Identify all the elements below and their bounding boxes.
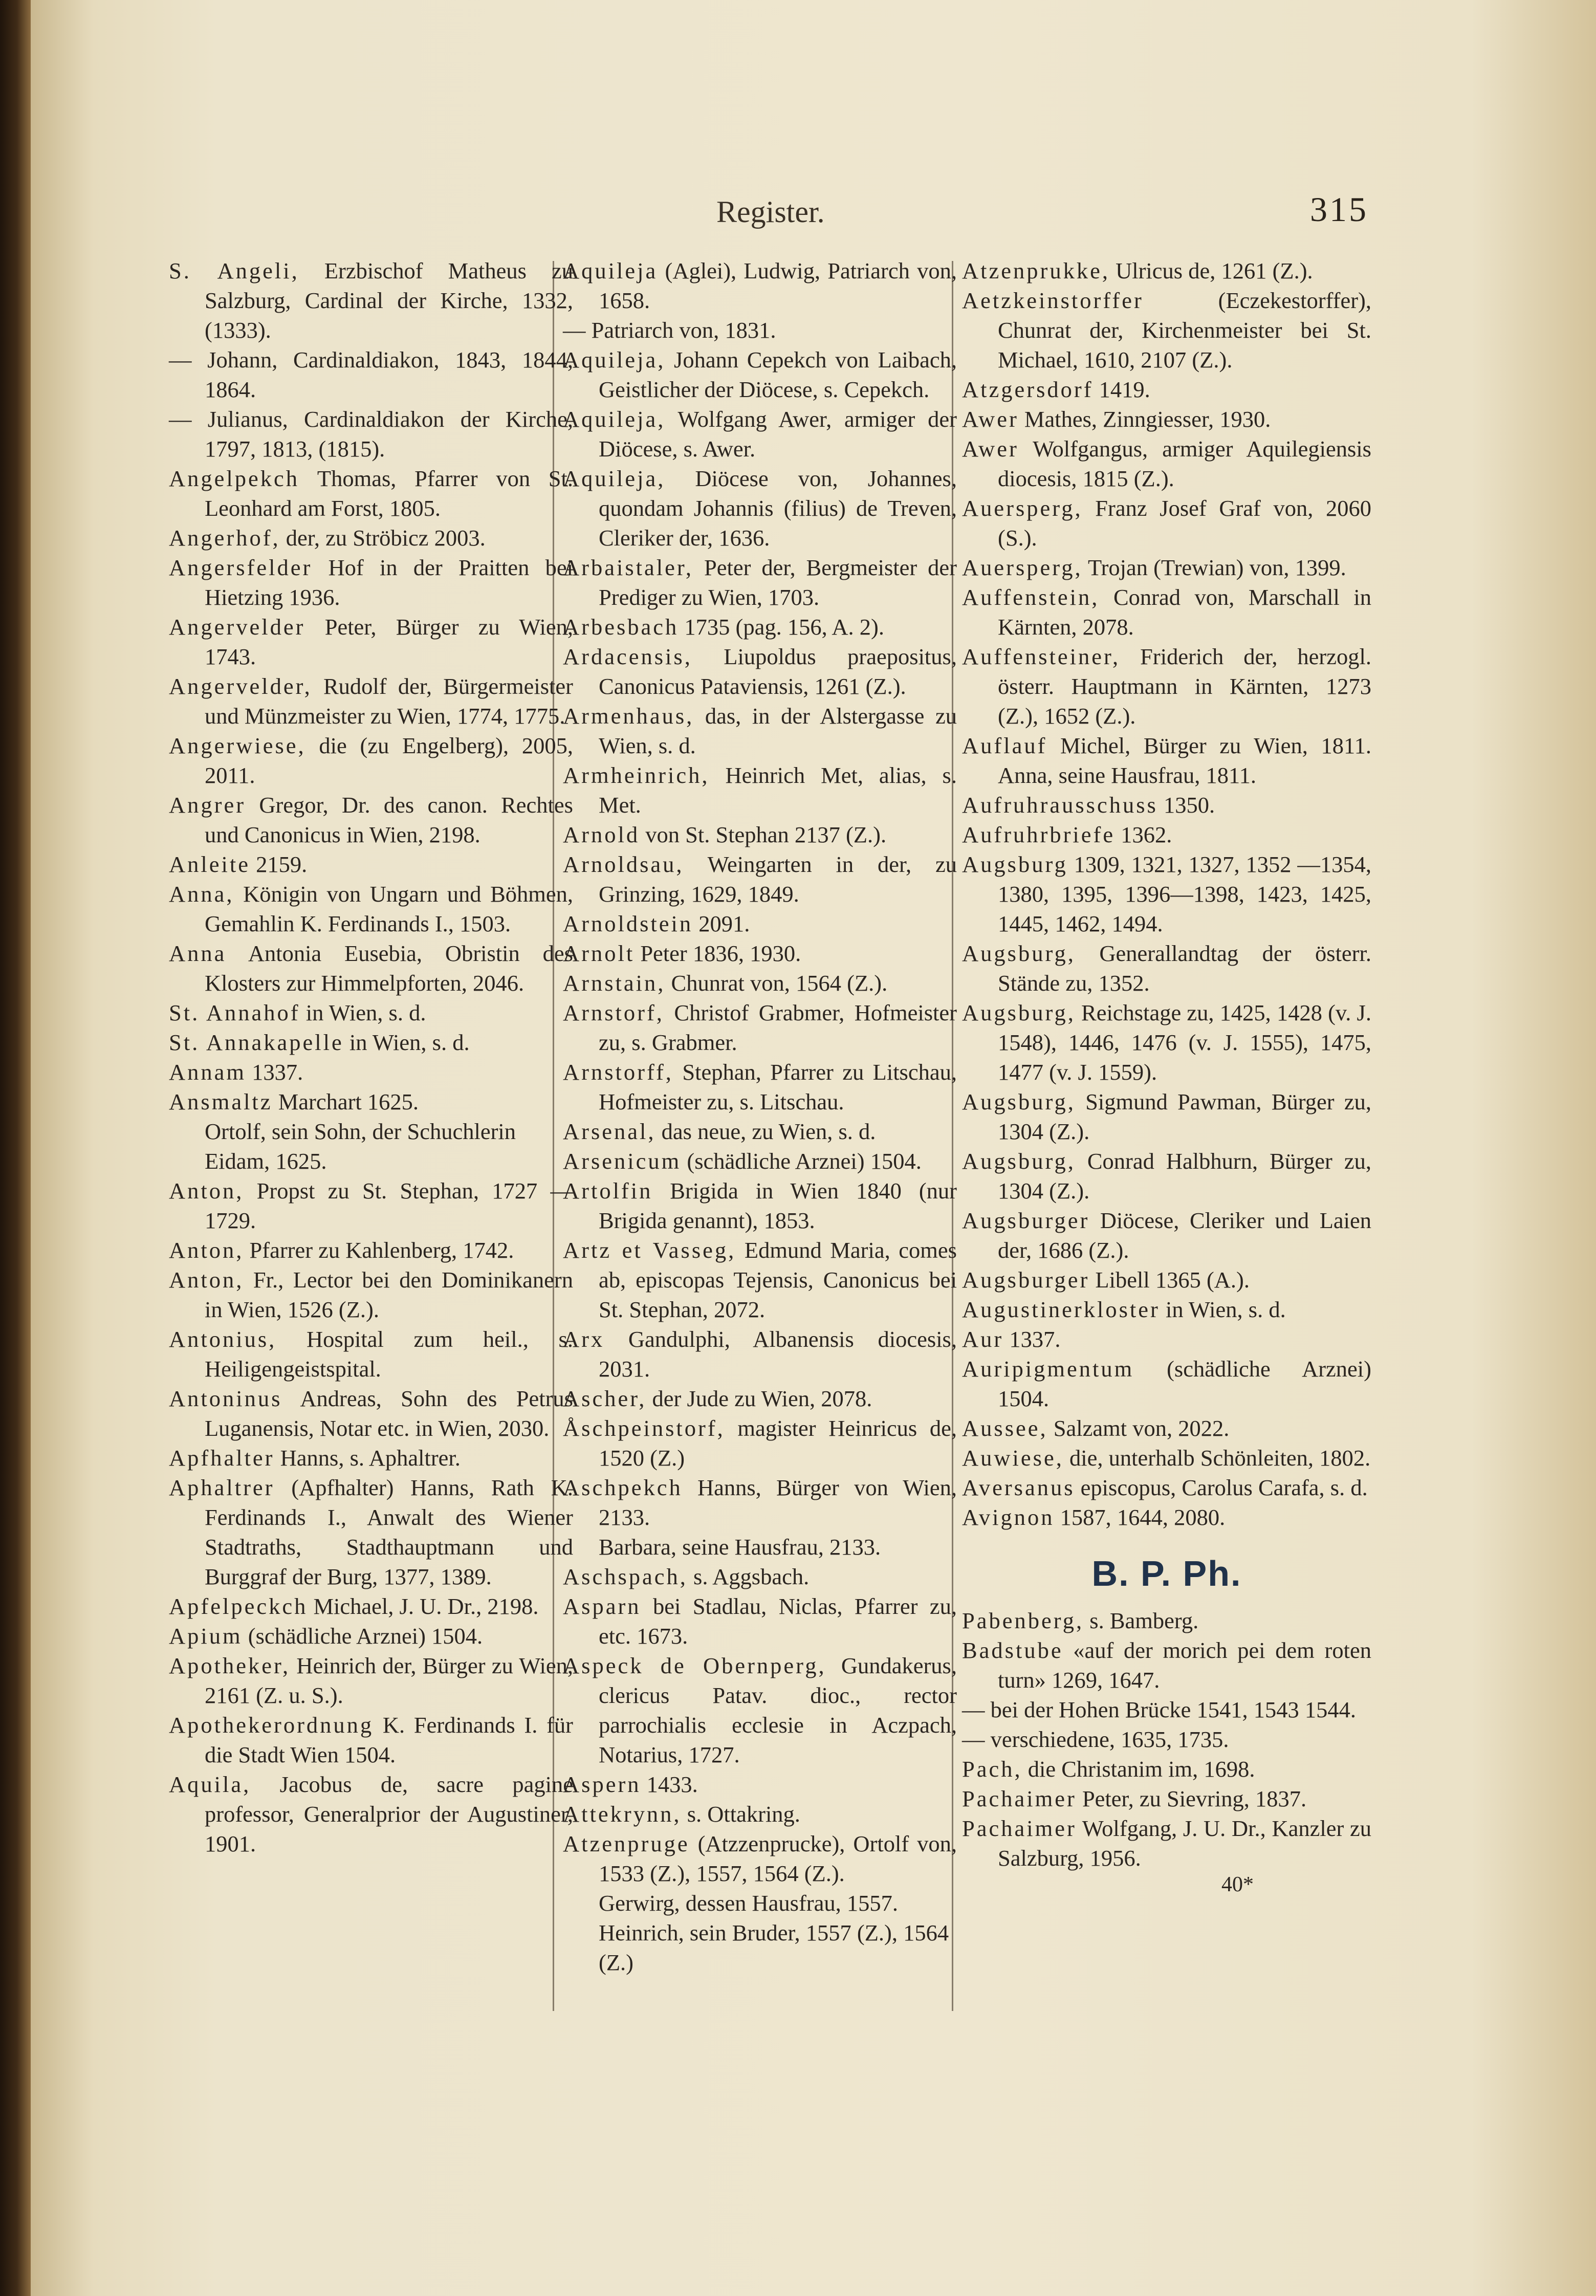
entry-text: 1419. [1093, 377, 1150, 402]
entry-headword: Auersperg, [962, 555, 1083, 580]
index-entry [962, 582, 1371, 642]
entry-text: Heinrich, sein Bruder, 1557 (Z.), 1564 (Z.) [599, 1920, 949, 1975]
index-entry [563, 760, 957, 820]
entry-headword: Arnstorff, [563, 1059, 673, 1085]
entry-headword: Auripigmentum [962, 1356, 1134, 1382]
index-subentry [169, 1117, 573, 1176]
index-subentry [563, 1888, 957, 1918]
entry-text: Andreas, Sohn des Petrus Luganensis, Notar etc. in Wien, 2030. [205, 1386, 573, 1441]
entry-text: Generallandtag der österr. Stände zu, 1352. [998, 941, 1371, 996]
entry-headword: Awer [962, 436, 1019, 462]
entry-text: Wolfgang Awer, armiger der Diöcese, s. Awer. [599, 406, 957, 462]
entry-headword: Angervelder, [169, 673, 312, 699]
index-entry [563, 968, 957, 998]
entry-headword: Atzenprukke, [962, 258, 1110, 283]
entry-text: Friderich der, herzogl. österr. Hauptmann in Kärnten, 1273 (Z.), 1652 (Z.). [998, 644, 1371, 729]
entry-text: von St. Stephan 2137 (Z.). [640, 822, 887, 847]
entry-text: Heinrich der, Bürger zu Wien, 2161 (Z. u. S.). [205, 1653, 573, 1708]
index-entry [563, 1176, 957, 1235]
entry-text: Conrad von, Marschall in Kärnten, 2078. [998, 584, 1371, 640]
entry-text: Hanns, Bürger von Wien, 2133. [599, 1475, 957, 1530]
index-entry [563, 1413, 957, 1473]
entry-text: Hospital zum heil., s. Heiligengeistspital. [205, 1326, 573, 1382]
index-subentry [563, 1918, 957, 1977]
entry-text: Gandulphi, Albanensis diocesis, 2031. [599, 1326, 957, 1382]
entry-headword: Augsburg, [962, 1148, 1076, 1174]
entry-headword: Asparn [563, 1593, 641, 1619]
entry-headword: Pachaimer [962, 1816, 1077, 1841]
entry-text: Thomas, Pfarrer von St. Leonhard am Forst, 1805. [205, 466, 573, 521]
entry-headword: Anton, [169, 1178, 244, 1204]
entry-headword: Arnstain, [563, 970, 666, 996]
entry-headword: Aquila, [169, 1772, 251, 1797]
index-entry [962, 731, 1371, 790]
entry-headword: Aufruhrausschuss [962, 792, 1158, 818]
index-entry [169, 1176, 573, 1235]
entry-headword: Arsenal, [563, 1119, 656, 1144]
entry-headword: Auwiese, [962, 1445, 1064, 1471]
entry-text: (Apfhalter) Hanns, Rath K. Ferdinands I., Anwalt des Wiener Stadtraths, Stadthauptmann und Burggraf der Burg, 1377, 1389. [205, 1475, 573, 1589]
entry-text: Erzbischof Matheus zu Salzburg, Cardinal der Kirche, 1332, (1333). [205, 258, 573, 343]
index-entry [169, 553, 573, 612]
entry-headword: Angelpekch [169, 466, 300, 491]
index-entry [563, 701, 957, 760]
entry-text: Heinrich Met, alias, s. Met. [599, 762, 957, 818]
index-entry [962, 1502, 1371, 1532]
entry-headword: Aquileja, [563, 347, 666, 373]
entry-headword: Aussee, [962, 1415, 1048, 1441]
index-entry [169, 1027, 573, 1057]
index-entry [169, 790, 573, 849]
entry-headword: St. Annakapelle [169, 1030, 344, 1055]
entry-text: Weingarten in der, zu Grinzing, 1629, 1849. [599, 851, 957, 907]
index-entry [563, 642, 957, 701]
section-heading: B. P. Ph. [1091, 1554, 1242, 1593]
index-entry [962, 1413, 1371, 1443]
entry-text: bei Stadlau, Niclas, Pfarrer zu, etc. 1673. [599, 1593, 957, 1649]
entry-text: Mathes, Zinngiesser, 1930. [1018, 406, 1271, 432]
index-entry [563, 345, 957, 404]
entry-headword: Aschspach, [563, 1564, 688, 1589]
entry-headword: Antonius, [169, 1326, 277, 1352]
index-entry [962, 1087, 1371, 1146]
entry-text: 1735 (pag. 156, A. 2). [679, 614, 884, 640]
entry-headword: Augsburg [962, 851, 1068, 877]
entry-text: K. Ferdinands I. für die Stadt Wien 1504. [205, 1712, 573, 1767]
index-entry [169, 1621, 573, 1651]
entry-headword: Arsenicum [563, 1148, 682, 1174]
entry-text: Marchart 1625. [272, 1089, 419, 1114]
entry-text: das neue, zu Wien, s. d. [655, 1119, 876, 1144]
entry-headword: Åschpeinstorf, [563, 1415, 725, 1441]
page-number: 315 [1310, 190, 1368, 229]
book-spine-shadow [0, 0, 31, 2296]
entry-text: Wolfgangus, armiger Aquilegiensis diocesis, 1815 (Z.). [998, 436, 1371, 491]
index-entry [563, 1799, 957, 1829]
entry-text: Diöcese, Cleriker und Laien der, 1686 (Z.). [998, 1208, 1371, 1263]
index-entry [563, 553, 957, 612]
entry-headword: Armenhaus, [563, 703, 694, 729]
entry-text: s. Bamberg. [1084, 1608, 1199, 1633]
entry-text: in Wien, s. d. [300, 1000, 426, 1025]
index-entry [962, 1724, 1371, 1754]
entry-headword: Pachaimer [962, 1786, 1077, 1811]
entry-headword: Aquileja [563, 258, 658, 283]
entry-text: Salzamt von, 2022. [1047, 1415, 1230, 1441]
entry-text: s. Aggsbach. [687, 1564, 810, 1589]
index-entry [169, 256, 573, 345]
entry-text: Peter, Bürger zu Wien, 1743. [205, 614, 573, 669]
index-entry [563, 1146, 957, 1176]
index-entry [962, 998, 1371, 1087]
entry-headword: Anna, [169, 881, 234, 907]
index-entry [563, 1117, 957, 1146]
entry-headword: Anton, [169, 1267, 244, 1293]
entry-headword: Auffensteiner, [962, 644, 1121, 669]
entry-headword: Arbaistaler, [563, 555, 694, 580]
entry-headword: Artz et Vasseg, [563, 1237, 736, 1263]
entry-headword: St. Annahof [169, 1000, 300, 1025]
entry-headword: Apfhalter [169, 1445, 275, 1471]
entry-headword: Augsburg, [962, 1089, 1076, 1114]
entry-text: Peter, zu Sievring, 1837. [1076, 1786, 1307, 1811]
index-entry [169, 1087, 573, 1117]
index-entry [962, 849, 1371, 938]
entry-text: Fr., Lector bei den Dominikanern in Wien, 1526 (Z.). [205, 1267, 573, 1322]
index-entry [563, 315, 957, 345]
entry-text: Peter 1836, 1930. [635, 941, 801, 966]
entry-headword: Aufruhrbriefe [962, 822, 1116, 847]
index-entry [962, 1146, 1371, 1206]
index-entry [962, 286, 1371, 375]
entry-headword: Aetzkeinstorffer [962, 288, 1144, 313]
index-entry [563, 849, 957, 909]
entry-text: — verschiedene, 1635, 1735. [962, 1726, 1229, 1752]
index-entry [962, 1754, 1371, 1784]
entry-headword: Angerwiese, [169, 733, 306, 758]
entry-text: die Christanim im, 1698. [1022, 1756, 1255, 1782]
entry-text: (schädliche Arznei) 1504. [681, 1148, 922, 1174]
index-entry [962, 1324, 1371, 1354]
index-entry [962, 1265, 1371, 1295]
entry-text: Brigida in Wien 1840 (nur Brigida genannt), 1853. [599, 1178, 957, 1233]
index-entry [962, 1784, 1371, 1813]
entry-text: Pfarrer zu Kahlenberg, 1742. [244, 1237, 514, 1263]
entry-text: Antonia Eusebia, Obristin des Klosters zur Himmelpforten, 2046. [205, 941, 573, 996]
entry-headword: Apotheker, [169, 1653, 291, 1678]
index-entry [169, 1235, 573, 1265]
index-entry [962, 1443, 1371, 1473]
entry-text: Stephan, Pfarrer zu Litschau, Hofmeister zu, s. Litschau. [599, 1059, 957, 1114]
entry-headword: Aversanus [962, 1475, 1075, 1500]
entry-text: Diöcese von, Johannes, quondam Johannis (filius) de Treven, Cleriker der, 1636. [599, 466, 957, 551]
index-entry [169, 523, 573, 553]
entry-text: die, unterhalb Schönleiten, 1802. [1063, 1445, 1371, 1471]
entry-text: Peter der, Bergmeister der Prediger zu Wien, 1703. [599, 555, 957, 610]
entry-headword: Attekrynn, [563, 1801, 682, 1827]
entry-text: Wolfgang, J. U. Dr., Kanzler zu Salzburg, 1956. [998, 1816, 1371, 1871]
entry-headword: Apfelpeckch [169, 1593, 308, 1619]
index-column-2 [563, 256, 957, 1977]
entry-headword: Augsburger [962, 1267, 1090, 1293]
entry-text: Königin von Ungarn und Böhmen, Gemahlin K. Ferdinands I., 1503. [205, 881, 573, 936]
entry-text: Hanns, s. Aphaltrer. [274, 1445, 461, 1471]
index-entry [962, 1354, 1371, 1413]
entry-headword: Awer [962, 406, 1019, 432]
entry-text: magister Heinricus de, 1520 (Z.) [599, 1415, 957, 1471]
index-entry [563, 1829, 957, 1888]
entry-headword: Arnstorf, [563, 1000, 664, 1025]
index-entry [962, 1635, 1371, 1695]
index-entry [169, 731, 573, 790]
entry-text: 1337. [1003, 1326, 1061, 1352]
index-entry [169, 1651, 573, 1710]
entry-text: Trojan (Trewian) von, 1399. [1082, 555, 1346, 580]
index-entry [169, 671, 573, 731]
index-entry [563, 256, 957, 315]
entry-headword: Arnoldstein [563, 911, 693, 936]
index-entry [563, 1235, 957, 1324]
entry-text: in Wien, s. d. [1160, 1297, 1286, 1322]
entry-text: die (zu Engelberg), 2005, 2011. [205, 733, 573, 788]
index-entry [169, 1265, 573, 1324]
entry-text: Ortolf, sein Sohn, der Schuchlerin Eidam, 1625. [205, 1119, 516, 1174]
index-entry [169, 879, 573, 938]
entry-headword: Aschpekch [563, 1475, 683, 1500]
index-entry [563, 938, 957, 968]
entry-headword: Angrer [169, 792, 246, 818]
entry-headword: Artolfin [563, 1178, 653, 1204]
index-entry [962, 1206, 1371, 1265]
entry-headword: Apothekerordnung [169, 1712, 374, 1738]
index-column-1 [169, 256, 573, 1858]
index-entry [563, 404, 957, 464]
index-entry [563, 1057, 957, 1117]
entry-text: «auf der morich pei dem roten turn» 1269, 1647. [998, 1637, 1371, 1693]
entry-text: Reichstage zu, 1425, 1428 (v. J. 1548), 1446, 1476 (v. J. 1555), 1475, 1477 (v. J. 1559). [998, 1000, 1371, 1085]
entry-headword: Armheinrich, [563, 762, 710, 788]
entry-text: Conrad Halbhurn, Bürger zu, 1304 (Z.). [998, 1148, 1371, 1204]
entry-text: 1309, 1321, 1327, 1352 —1354, 1380, 1395, 1396—1398, 1423, 1425, 1445, 1462, 1494. [998, 851, 1371, 936]
entry-text: Franz Josef Graf von, 2060 (S.). [998, 495, 1371, 551]
entry-headword: Angersfelder [169, 555, 313, 580]
index-entry [962, 820, 1371, 849]
index-entry [169, 938, 573, 998]
index-entry [169, 1710, 573, 1769]
entry-text: Gerwirg, dessen Hausfrau, 1557. [599, 1890, 898, 1916]
entry-headword: Apium [169, 1623, 243, 1649]
index-entry [962, 1295, 1371, 1324]
index-entry [962, 375, 1371, 404]
index-entry [169, 1591, 573, 1621]
index-entry [563, 1384, 957, 1413]
index-entry [169, 1384, 573, 1443]
entry-text: in Wien, s. d. [343, 1030, 470, 1055]
entry-headword: Ascher, [563, 1386, 647, 1411]
entry-text: episcopus, Carolus Carafa, s. d. [1075, 1475, 1368, 1500]
entry-text: Liupoldus praepositus, Canonicus Pataviensis, 1261 (Z.). [599, 644, 957, 699]
index-entry [169, 849, 573, 879]
signature-mark: 40* [1221, 1873, 1254, 1896]
index-entry [563, 1769, 957, 1799]
entry-headword: Auersperg, [962, 495, 1083, 521]
index-entry [962, 1473, 1371, 1502]
index-entry [563, 1651, 957, 1769]
entry-text: Chunrat von, 1564 (Z.). [665, 970, 888, 996]
entry-text: (Atzzenprucke), Ortolf von, 1533 (Z.), 1557, 1564 (Z.). [599, 1831, 957, 1886]
entry-text: 1433. [641, 1772, 698, 1797]
entry-headword: Augsburg, [962, 941, 1076, 966]
entry-headword: Anna [169, 941, 227, 966]
index-entry [563, 1562, 957, 1591]
entry-headword: Annam [169, 1059, 247, 1085]
entry-headword: Arnolt [563, 941, 635, 966]
index-column-3 [962, 256, 1371, 1899]
entry-headword: Arbesbach [563, 614, 679, 640]
entry-headword: Augsburger [962, 1208, 1090, 1233]
index-entry [563, 820, 957, 849]
index-entry [962, 1695, 1371, 1724]
entry-text: Edmund Maria, comes ab, episcopas Tejensis, Canonicus bei St. Stephan, 2072. [599, 1237, 957, 1322]
index-entry [962, 642, 1371, 731]
index-entry [169, 345, 573, 404]
index-entry [563, 909, 957, 938]
entry-text: 1362. [1115, 822, 1172, 847]
entry-text: — Patriarch von, 1831. [563, 317, 776, 343]
index-entry [962, 553, 1371, 582]
entry-text: 2091. [693, 911, 750, 936]
entry-text: Christof Grabmer, Hofmeister zu, s. Grabmer. [599, 1000, 957, 1055]
entry-text: Libell 1365 (A.). [1089, 1267, 1250, 1293]
index-entry [563, 612, 957, 642]
entry-headword: Badstube [962, 1637, 1063, 1663]
index-entry [962, 1813, 1371, 1873]
entry-text: Gundakerus, clericus Patav. dioc., rector parrochialis ecclesie in Aczpach, Notarius, 1727. [599, 1653, 957, 1767]
page-header-title: Register. [716, 195, 825, 229]
entry-text: Gregor, Dr. des canon. Rechtes und Canonicus in Wien, 2198. [205, 792, 573, 847]
entry-headword: Arnold [563, 822, 640, 847]
entry-headword: Auflauf [962, 733, 1047, 758]
index-entry [169, 1324, 573, 1384]
entry-headword: Angervelder [169, 614, 305, 640]
index-entry [563, 1324, 957, 1384]
entry-headword: Arx [563, 1326, 605, 1352]
index-subentry [563, 1532, 957, 1562]
entry-text: 1587, 1644, 2080. [1054, 1504, 1226, 1530]
index-entry [169, 1473, 573, 1591]
entry-headword: Arnoldsau, [563, 851, 684, 877]
entry-headword: Pach, [962, 1756, 1022, 1782]
index-entry [169, 464, 573, 523]
index-entry [563, 464, 957, 553]
entry-text: Rudolf der, Bürgermeister und Münzmeister zu Wien, 1774, 1775. [205, 673, 573, 729]
entry-text: — bei der Hohen Brücke 1541, 1543 1544. [962, 1697, 1356, 1722]
index-entry [169, 404, 573, 464]
entry-text: Michael, J. U. Dr., 2198. [308, 1593, 539, 1619]
entry-text: (schädliche Arznei) 1504. [998, 1356, 1371, 1411]
index-entry [563, 1473, 957, 1532]
entry-text: Propst zu St. Stephan, 1727 —1729. [205, 1178, 573, 1233]
entry-text: — Julianus, Cardinaldiakon der Kirche, 1797, 1813, (1815). [169, 406, 573, 462]
index-entry [962, 938, 1371, 998]
index-entry [962, 404, 1371, 434]
entry-text: Sigmund Pawman, Bürger zu, 1304 (Z.). [998, 1089, 1371, 1144]
entry-headword: Auffenstein, [962, 584, 1100, 610]
entry-headword: Aquileja, [563, 406, 666, 432]
entry-headword: Pabenberg, [962, 1608, 1084, 1633]
entry-text: Johann Cepekch von Laibach, Geistlicher der Diöcese, s. Cepekch. [599, 347, 957, 402]
entry-text: Michel, Bürger zu Wien, 1811. Anna, seine Hausfrau, 1811. [998, 733, 1371, 788]
entry-text: der, zu Ströbicz 2003. [280, 525, 486, 551]
entry-text: das, in der Alstergasse zu Wien, s. d. [599, 703, 957, 758]
index-entry [563, 1591, 957, 1651]
entry-headword: Aspern [563, 1772, 641, 1797]
entry-headword: Aspeck de Obernperg, [563, 1653, 826, 1678]
entry-headword: S. Angeli, [169, 258, 299, 283]
entry-text: (Eczekestorffer), Chunrat der, Kirchenmeister bei St. Michael, 1610, 2107 (Z.). [998, 288, 1371, 373]
entry-headword: Angerhof, [169, 525, 280, 551]
index-entry [169, 1769, 573, 1858]
entry-headword: Ansmaltz [169, 1089, 273, 1114]
entry-headword: Ardacensis, [563, 644, 692, 669]
index-entry [169, 1057, 573, 1087]
entry-text: Jacobus de, sacre pagine professor, Generalprior der Augustiner, 1901. [205, 1772, 573, 1856]
entry-text: s. Ottakring. [681, 1801, 800, 1827]
index-entry [169, 612, 573, 671]
entry-text: der Jude zu Wien, 2078. [646, 1386, 872, 1411]
entry-headword: Aquileja, [563, 466, 666, 491]
entry-text: Barbara, seine Hausfrau, 2133. [599, 1534, 881, 1560]
entry-text: Ulricus de, 1261 (Z.). [1109, 258, 1313, 283]
index-entry [962, 1606, 1371, 1635]
entry-text: (schädliche Arznei) 1504. [242, 1623, 483, 1649]
entry-text: (Aglei), Ludwig, Patriarch von, 1658. [599, 258, 957, 313]
entry-headword: Atzgersdorf [962, 377, 1094, 402]
entry-headword: Augustinerkloster [962, 1297, 1160, 1322]
entry-text: 1350. [1157, 792, 1215, 818]
entry-text: Hof in der Praitten bei Hietzing 1936. [205, 555, 573, 610]
entry-headword: Anton, [169, 1237, 244, 1263]
entry-headword: Avignon [962, 1504, 1055, 1530]
index-entry [962, 434, 1371, 493]
entry-headword: Aphaltrer [169, 1475, 275, 1500]
entry-text: 2159. [250, 851, 308, 877]
entry-text: — Johann, Cardinaldiakon, 1843, 1844, 1864. [169, 347, 573, 402]
index-entry [962, 493, 1371, 553]
entry-headword: Anleite [169, 851, 250, 877]
entry-headword: Aur [962, 1326, 1004, 1352]
index-entry [169, 1443, 573, 1473]
index-entry [962, 790, 1371, 820]
entry-text: 1337. [246, 1059, 303, 1085]
entry-headword: Atzenpruge [563, 1831, 690, 1856]
register-page [31, 0, 1596, 2296]
entry-headword: Antoninus [169, 1386, 282, 1411]
entry-headword: Augsburg, [962, 1000, 1076, 1025]
index-entry [169, 998, 573, 1027]
index-entry [962, 256, 1371, 286]
index-entry [563, 998, 957, 1057]
